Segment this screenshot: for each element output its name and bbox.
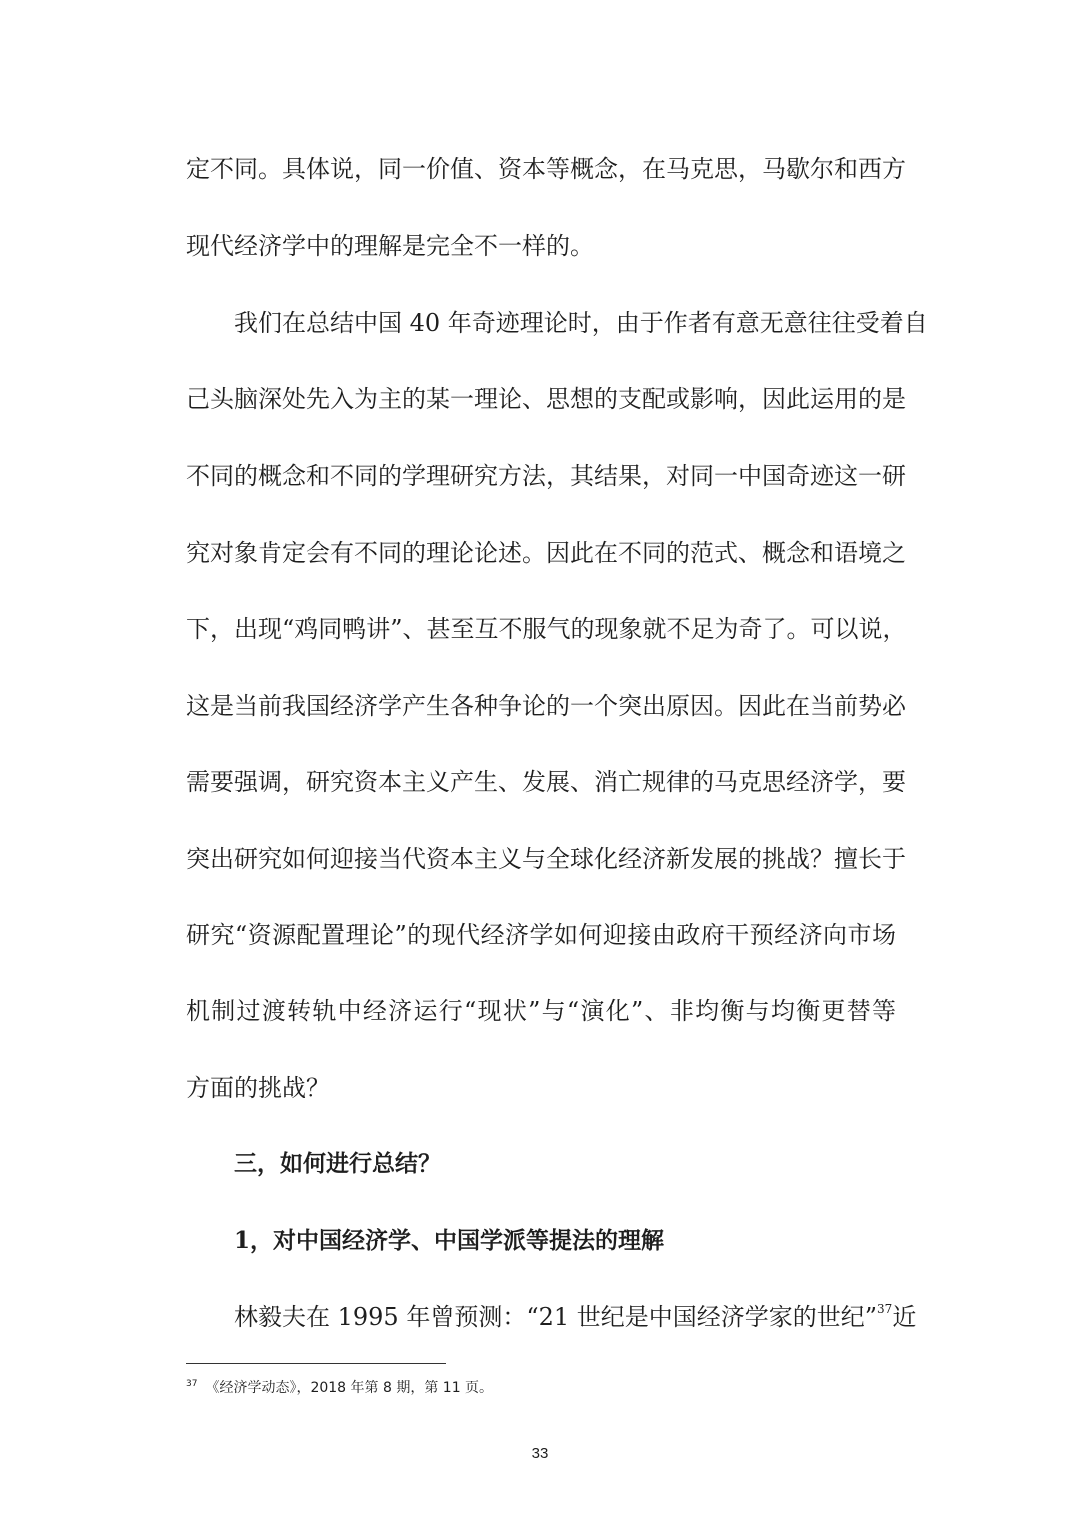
body-line-4: 己头脑深处先入为主的某一理论、思想的支配或影响，因此运用的是 — [186, 385, 906, 413]
section-heading: 三，如何进行总结？ — [234, 1150, 441, 1177]
body-line-last-text: 林毅夫在 1995 年曾预测：“21 世纪是中国经济学家的世纪” — [234, 1303, 878, 1331]
body-line-8: 这是当前我国经济学产生各种争论的一个突出原因。因此在当前势必 — [186, 692, 906, 720]
page-number: 33 — [531, 1445, 549, 1462]
body-line-5: 不同的概念和不同的学理研究方法，其结果，对同一中国奇迹这一研 — [186, 462, 906, 490]
body-line-3: 我们在总结中国 40 年奇迹理论时，由于作者有意无意往往受着自 — [234, 309, 928, 337]
body-line-12: 机制过渡转轨中经济运行“现状”与“演化”、非均衡与均衡更替等 — [186, 997, 896, 1025]
body-line-2: 现代经济学中的理解是完全不一样的。 — [186, 232, 594, 260]
footnote-divider — [186, 1363, 446, 1364]
footnote-number: 37 — [186, 1379, 198, 1389]
body-line-6: 究对象肯定会有不同的理论论述。因此在不同的范式、概念和语境之 — [186, 539, 906, 567]
footnote-reference[interactable]: 37 — [877, 1302, 893, 1316]
body-line-9: 需要强调，研究资本主义产生、发展、消亡规律的马克思经济学，要 — [186, 768, 906, 796]
body-line-11: 研究“资源配置理论”的现代经济学如何迎接由政府干预经济向市场 — [186, 921, 896, 949]
body-line-1: 定不同。具体说，同一价值、资本等概念，在马克思，马歇尔和西方 — [186, 155, 906, 183]
body-line-13: 方面的挑战？ — [186, 1074, 330, 1102]
body-line-10: 突出研究如何迎接当代资本主义与全球化经济新发展的挑战？擅长于 — [186, 845, 906, 873]
footnote-text: 《经济学动态》，2018 年第 8 期，第 11 页。 — [205, 1380, 494, 1396]
footnote — [186, 1378, 493, 1398]
subsection-heading: 1，对中国经济学、中国学派等提法的理解 — [234, 1227, 665, 1254]
body-line-7: 下，出现“鸡同鸭讲”、甚至互不服气的现象就不足为奇了。可以说， — [186, 615, 907, 643]
body-line-last — [234, 1300, 917, 1334]
body-line-last-tail: 近 — [892, 1303, 917, 1331]
